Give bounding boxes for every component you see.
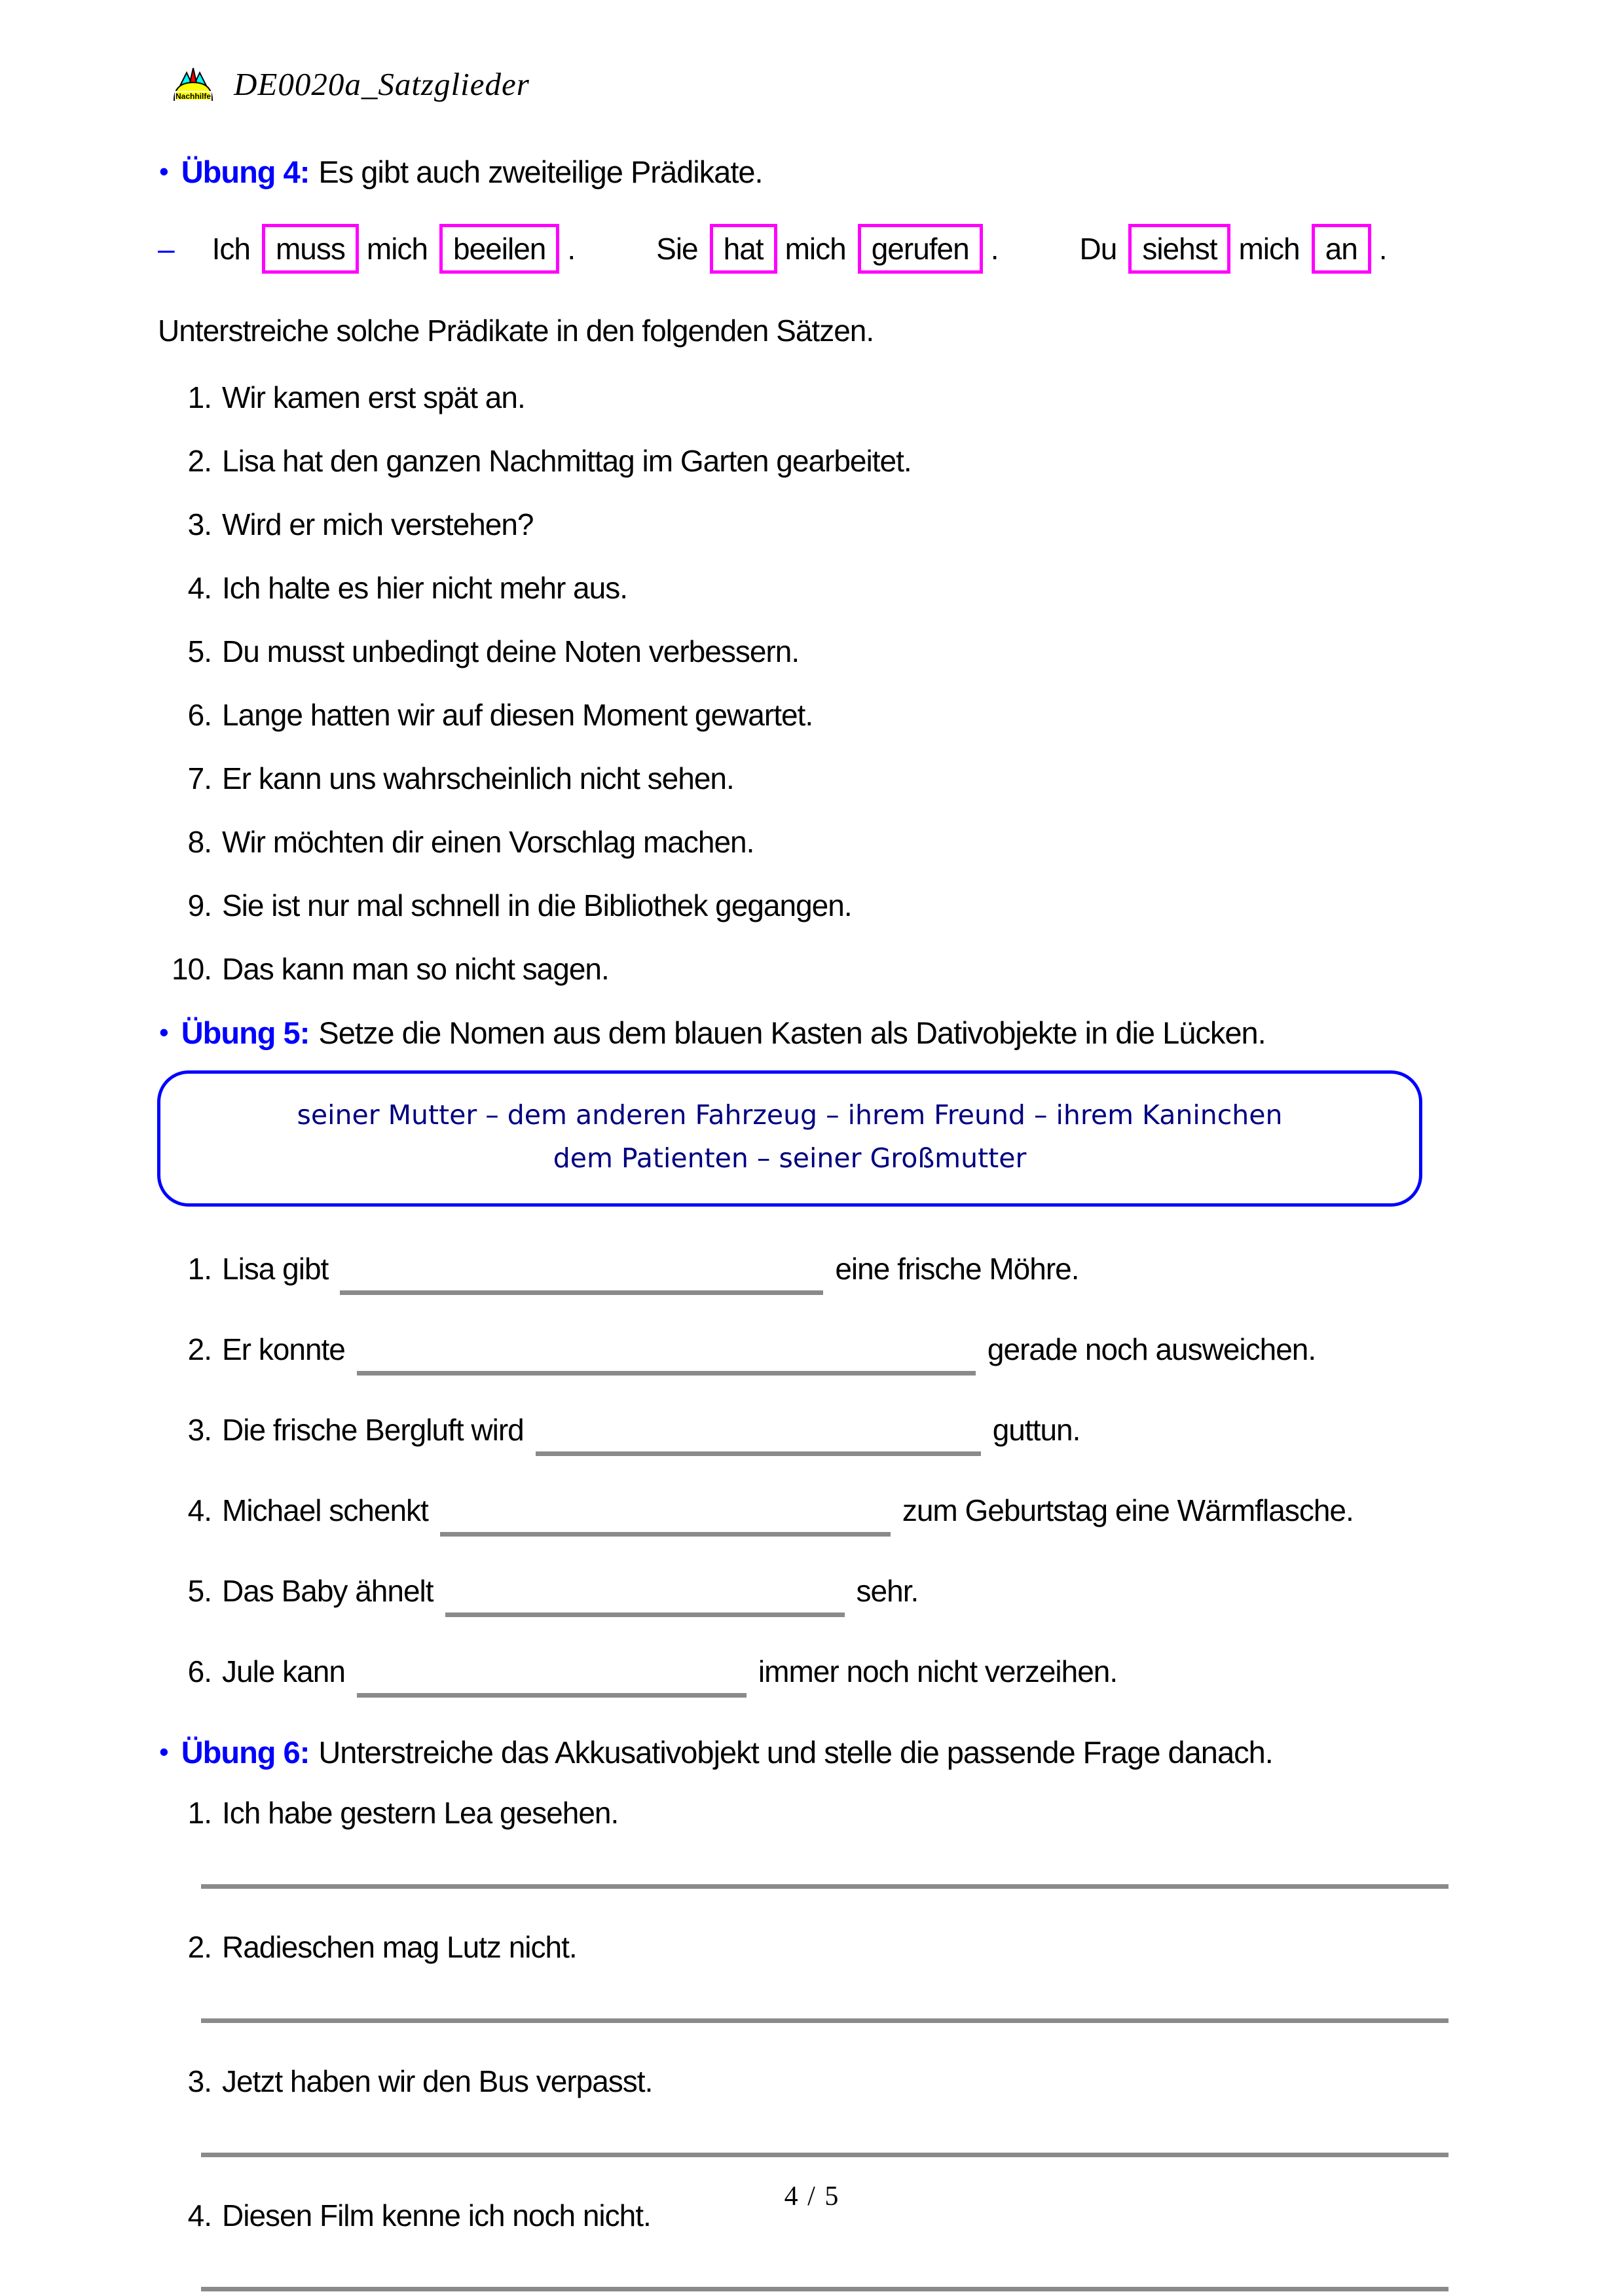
item-post-text: eine frische Möhre. (835, 1252, 1079, 1286)
item-text: Sie ist nur mal schnell in die Bibliothek gegangen. (222, 888, 852, 922)
predicate-box: beeilen (439, 224, 559, 274)
nachhilfe-logo-icon (172, 67, 214, 102)
exercise4-heading (159, 154, 1572, 190)
item-number: 5. (187, 1574, 212, 1608)
fill-in-item (154, 1493, 1572, 1537)
question-block (154, 1929, 1572, 2023)
exercise6-instruction: Unterstreiche das Akkusativobjekt und stelle die passende Frage danach. (318, 1735, 1273, 1770)
item-text: Wir kamen erst spät an. (222, 380, 525, 414)
item-pre-text: Die frische Bergluft wird (222, 1413, 524, 1447)
item-number: 4. (187, 571, 212, 605)
item-post-text: gerade noch ausweichen. (987, 1332, 1316, 1366)
list-item (154, 443, 1572, 479)
fill-in-item (154, 1332, 1572, 1376)
word-box-line: seiner Mutter – dem anderen Fahrzeug – ihrem Freund – ihrem Kaninchen (297, 1099, 1283, 1131)
item-number: 5. (187, 634, 212, 668)
list-item (154, 888, 1572, 923)
predicate-box: gerufen (858, 224, 983, 274)
answer-line (201, 2018, 1449, 2023)
example-sentence (656, 232, 1002, 266)
question-block (154, 2064, 1572, 2157)
exercise4-example-line (158, 224, 1572, 274)
list-item (154, 570, 1572, 606)
logo-label: Nachhilfe (175, 91, 212, 101)
exercise5-instruction: Setze die Nomen aus dem blauen Kasten als Dativobjekte in die Lücken. (318, 1015, 1266, 1050)
item-number: 9. (187, 888, 212, 922)
item-pre-text: Lisa gibt (222, 1252, 329, 1286)
example-word: mich (366, 232, 428, 266)
item-text: Ich halte es hier nicht mehr aus. (222, 571, 627, 605)
example-word: Sie (656, 232, 698, 266)
example-word: mich (1238, 232, 1300, 266)
predicate-box: an (1312, 224, 1371, 274)
list-item (154, 507, 1572, 542)
predicate-box: muss (262, 224, 359, 274)
exercise5-list (154, 1251, 1572, 1698)
list-item (154, 761, 1572, 796)
exercise4-intro: Es gibt auch zweiteilige Prädikate. (318, 155, 763, 189)
example-dash: – (158, 232, 174, 266)
item-text: Diesen Film kenne ich noch nicht. (222, 2198, 651, 2232)
list-item (154, 380, 1572, 415)
exercise6-list (154, 1795, 1572, 2291)
item-number: 3. (187, 2064, 212, 2098)
blank-line (340, 1290, 823, 1295)
item-number: 2. (187, 1930, 212, 1964)
item-number: 6. (187, 1654, 212, 1688)
exercise6-heading (159, 1734, 1572, 1770)
item-number: 8. (187, 825, 212, 859)
fill-in-item (154, 1654, 1572, 1698)
item-number: 6. (187, 698, 212, 732)
exercise5-label: Übung 5: (181, 1015, 310, 1050)
exercise6-label: Übung 6: (181, 1735, 310, 1770)
exercise5-heading (159, 1015, 1572, 1051)
item-pre-text: Michael schenkt (222, 1493, 428, 1527)
blank-line (357, 1693, 747, 1698)
example-word: Ich (212, 232, 250, 266)
item-number: 1. (187, 380, 212, 414)
exercise4-label: Übung 4: (181, 155, 310, 189)
fill-in-item (154, 1251, 1572, 1295)
example-word: Du (1079, 232, 1117, 266)
answer-line (201, 2287, 1449, 2291)
blank-line (445, 1613, 845, 1617)
item-number: 4. (187, 1493, 212, 1527)
exercise4-instruction: Unterstreiche solche Prädikate in den folgenden Sätzen. (158, 314, 874, 348)
list-item (154, 824, 1572, 860)
page-number: 4 / 5 (784, 2181, 840, 2212)
example-word: mich (784, 232, 846, 266)
item-pre-text: Er konnte (222, 1332, 345, 1366)
item-text: Lange hatten wir auf diesen Moment gewartet. (222, 698, 813, 732)
blank-line (357, 1371, 976, 1376)
item-post-text: immer noch nicht verzeihen. (758, 1654, 1118, 1688)
item-text: Er kann uns wahrscheinlich nicht sehen. (222, 761, 734, 795)
list-item (154, 634, 1572, 669)
item-number: 2. (187, 444, 212, 478)
example-period: . (567, 232, 576, 266)
predicate-box: siehst (1128, 224, 1230, 274)
item-number: 1. (187, 1796, 212, 1830)
example-period: . (1378, 232, 1387, 266)
item-text: Ich habe gestern Lea gesehen. (222, 1796, 619, 1830)
list-item (154, 2064, 1572, 2099)
item-post-text: zum Geburtstag eine Wärmflasche. (902, 1493, 1354, 1527)
dative-word-box (157, 1070, 1422, 1207)
page-header (172, 65, 1572, 103)
question-block (154, 1795, 1572, 1889)
blank-line (440, 1532, 891, 1537)
item-number: 4. (187, 2198, 212, 2232)
item-text: Jetzt haben wir den Bus verpasst. (222, 2064, 653, 2098)
bullet-icon: • (159, 1017, 168, 1048)
item-post-text: sehr. (856, 1574, 919, 1608)
list-item (154, 697, 1572, 733)
item-number: 2. (187, 1332, 212, 1366)
answer-line (201, 2153, 1449, 2157)
bullet-icon: • (159, 156, 168, 187)
predicate-box: hat (710, 224, 777, 274)
item-post-text: guttun. (992, 1413, 1080, 1447)
item-text: Wir möchten dir einen Vorschlag machen. (222, 825, 754, 859)
fill-in-item (154, 1412, 1572, 1456)
item-pre-text: Das Baby ähnelt (222, 1574, 434, 1608)
item-text: Du musst unbedingt deine Noten verbessern. (222, 634, 800, 668)
item-number: 7. (187, 761, 212, 795)
list-item (154, 1929, 1572, 1965)
example-sentence (1080, 232, 1391, 266)
document-title: DE0020a_Satzglieder (234, 66, 530, 102)
item-text: Radieschen mag Lutz nicht. (222, 1930, 577, 1964)
example-period: . (990, 232, 999, 266)
item-text: Wird er mich verstehen? (222, 507, 534, 541)
item-pre-text: Jule kann (222, 1654, 345, 1688)
answer-line (201, 1884, 1449, 1889)
blank-line (536, 1451, 981, 1456)
list-item (154, 951, 1572, 987)
list-item (154, 1795, 1572, 1831)
item-text: Das kann man so nicht sagen. (222, 952, 609, 986)
item-number: 1. (187, 1252, 212, 1286)
fill-in-item (154, 1573, 1572, 1617)
exercise4-list (154, 380, 1572, 987)
item-number: 10. (172, 952, 212, 986)
bullet-icon: • (159, 1736, 168, 1767)
item-number: 3. (187, 1413, 212, 1447)
example-sentence (212, 232, 580, 266)
item-text: Lisa hat den ganzen Nachmittag im Garten gearbeitet. (222, 444, 912, 478)
item-number: 3. (187, 507, 212, 541)
word-box-line: dem Patienten – seiner Großmutter (553, 1142, 1027, 1174)
